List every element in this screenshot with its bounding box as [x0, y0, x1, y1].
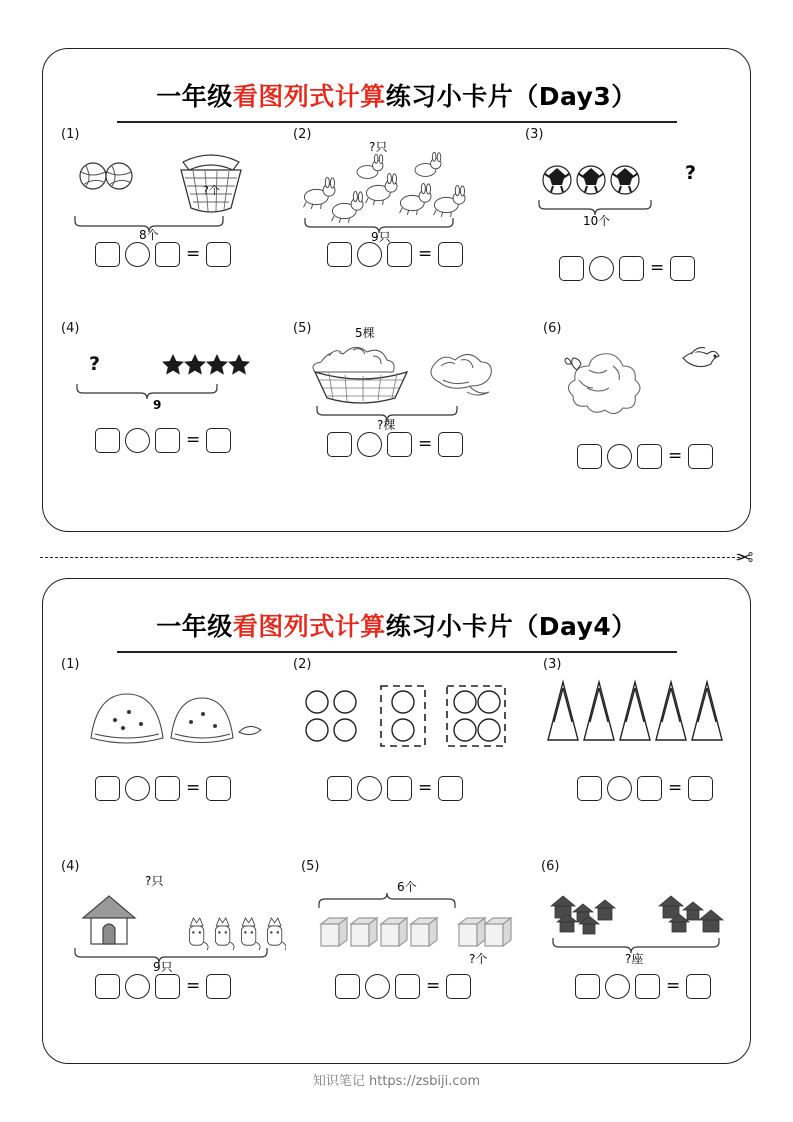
problem-art — [293, 140, 498, 244]
svg-text:?: ? — [89, 353, 101, 375]
problem-art — [543, 672, 743, 764]
problem-3 — [525, 127, 735, 281]
svg-text:?个: ?个 — [203, 184, 220, 197]
problem-art — [61, 874, 286, 974]
brace-label: 6个 — [397, 880, 417, 894]
card-day4-title — [43, 607, 750, 643]
answer-box-result[interactable] — [206, 242, 231, 267]
problem-5 — [301, 859, 531, 999]
answer-box-1[interactable] — [327, 242, 352, 267]
operator-circle[interactable] — [125, 242, 150, 267]
answer-box-result[interactable] — [438, 776, 463, 801]
answer-row — [575, 974, 751, 999]
problem-number: (2) — [293, 657, 312, 672]
problem-2 — [293, 657, 523, 801]
unknown-label: ?只 — [145, 874, 164, 888]
operator-circle[interactable] — [125, 974, 150, 999]
answer-box-2[interactable] — [387, 432, 412, 457]
card-day3-title — [43, 77, 750, 113]
answer-box-1[interactable] — [95, 776, 120, 801]
operator-circle[interactable] — [357, 432, 382, 457]
problem-number: (6) — [543, 321, 562, 336]
problem-2 — [293, 127, 515, 267]
answer-box-2[interactable] — [637, 444, 662, 469]
answer-box-1[interactable] — [335, 974, 360, 999]
unknown-label: ?个 — [469, 952, 488, 966]
answer-row — [95, 242, 283, 267]
answer-row — [559, 256, 735, 281]
equals-sign: = — [186, 976, 201, 996]
operator-circle[interactable] — [607, 444, 632, 469]
card-day3 — [42, 48, 751, 532]
answer-box-result[interactable] — [446, 974, 471, 999]
problem-5 — [293, 321, 523, 457]
answer-box-result[interactable] — [438, 242, 463, 267]
equals-sign: = — [666, 976, 681, 996]
answer-row — [95, 776, 283, 801]
equals-sign: = — [668, 778, 683, 798]
title-suffix: 练习小卡片（Day4） — [385, 612, 637, 641]
answer-box-result[interactable] — [206, 974, 231, 999]
title-prefix: 一年级 — [156, 82, 233, 111]
equals-sign: = — [186, 244, 201, 264]
equals-sign: = — [418, 434, 433, 454]
equals-sign: = — [186, 778, 201, 798]
answer-box-2[interactable] — [155, 428, 180, 453]
answer-box-1[interactable] — [577, 444, 602, 469]
problem-4 — [61, 321, 283, 453]
problem-number: (3) — [525, 127, 544, 142]
problem-number: (4) — [61, 321, 80, 336]
equals-sign: = — [426, 976, 441, 996]
count-label: 5棵 — [355, 326, 375, 340]
problem-art — [61, 142, 266, 242]
answer-row — [327, 242, 515, 267]
equals-sign: = — [418, 778, 433, 798]
operator-circle[interactable] — [125, 776, 150, 801]
title-highlight: 看图列式计算 — [232, 82, 386, 111]
problem-6 — [541, 859, 751, 999]
unknown-label: ?只 — [369, 140, 388, 154]
answer-box-1[interactable] — [327, 432, 352, 457]
operator-circle[interactable] — [357, 776, 382, 801]
answer-box-result[interactable] — [438, 432, 463, 457]
problem-number: (1) — [61, 657, 80, 672]
problem-number: (1) — [61, 127, 80, 142]
brace-label: ?棵 — [377, 418, 396, 432]
problem-3 — [543, 657, 743, 801]
equals-sign: = — [668, 446, 683, 466]
problem-number: (2) — [293, 127, 312, 142]
brace-label: 9只 — [153, 960, 173, 974]
brace-label: 8个 — [139, 228, 159, 242]
answer-box-2[interactable] — [155, 974, 180, 999]
unknown-label: ? — [685, 162, 697, 184]
answer-row — [327, 432, 523, 457]
operator-circle[interactable] — [357, 242, 382, 267]
watermark-footer: 知识笔记 https://zsbiji.com — [312, 1074, 481, 1089]
problem-number: (5) — [293, 321, 312, 336]
problem-art — [525, 142, 730, 238]
answer-row — [327, 776, 523, 801]
answer-box-result[interactable] — [206, 776, 231, 801]
problem-number: (6) — [541, 859, 560, 874]
title-suffix: 练习小卡片（Day3） — [385, 82, 637, 111]
title-underline — [117, 121, 677, 123]
problem-art — [61, 672, 266, 764]
operator-circle[interactable] — [589, 256, 614, 281]
cut-dashed-line — [40, 557, 740, 558]
problem-art — [293, 672, 513, 764]
problem-art — [543, 336, 733, 424]
operator-circle[interactable] — [125, 428, 150, 453]
answer-box-result[interactable] — [206, 428, 231, 453]
answer-box-1[interactable] — [575, 974, 600, 999]
answer-box-result[interactable] — [670, 256, 695, 281]
answer-box-2[interactable] — [387, 242, 412, 267]
answer-row — [335, 974, 531, 999]
equals-sign: = — [650, 258, 665, 278]
problem-number: (3) — [543, 657, 562, 672]
answer-box-result[interactable] — [688, 776, 713, 801]
equals-sign: = — [418, 244, 433, 264]
answer-box-result[interactable] — [686, 974, 711, 999]
problem-number: (4) — [61, 859, 80, 874]
answer-box-2[interactable] — [635, 974, 660, 999]
answer-box-2[interactable] — [155, 242, 180, 267]
operator-circle[interactable] — [607, 776, 632, 801]
operator-circle[interactable] — [365, 974, 390, 999]
brace-label: ?座 — [625, 952, 644, 966]
problem-4 — [61, 859, 291, 999]
answer-row — [577, 444, 743, 469]
answer-box-1[interactable] — [577, 776, 602, 801]
answer-box-2[interactable] — [619, 256, 644, 281]
card-day4 — [42, 578, 751, 1064]
answer-box-2[interactable] — [637, 776, 662, 801]
problem-art — [293, 326, 513, 432]
answer-box-1[interactable] — [95, 974, 120, 999]
brace-label: 10个 — [583, 214, 611, 228]
answer-box-2[interactable] — [395, 974, 420, 999]
title-underline — [117, 651, 677, 653]
title-highlight: 看图列式计算 — [232, 612, 386, 641]
answer-box-2[interactable] — [155, 776, 180, 801]
problem-art — [301, 874, 521, 970]
brace-label: 9只 — [371, 230, 391, 244]
answer-box-1[interactable] — [95, 428, 120, 453]
scissors-icon: ✂ — [735, 545, 754, 570]
problem-art — [541, 874, 746, 970]
title-prefix: 一年级 — [156, 612, 233, 641]
answer-row — [95, 428, 283, 453]
answer-box-2[interactable] — [387, 776, 412, 801]
answer-row — [577, 776, 743, 801]
problem-art — [61, 336, 266, 424]
problem-1 — [61, 127, 283, 267]
brace-label: 9 — [153, 398, 162, 412]
problem-1 — [61, 657, 283, 801]
answer-box-result[interactable] — [688, 444, 713, 469]
answer-box-1[interactable] — [95, 242, 120, 267]
answer-box-1[interactable] — [327, 776, 352, 801]
equals-sign: = — [186, 430, 201, 450]
problem-6 — [543, 321, 743, 469]
answer-box-1[interactable] — [559, 256, 584, 281]
operator-circle[interactable] — [605, 974, 630, 999]
problem-number: (5) — [301, 859, 320, 874]
answer-row — [95, 974, 291, 999]
